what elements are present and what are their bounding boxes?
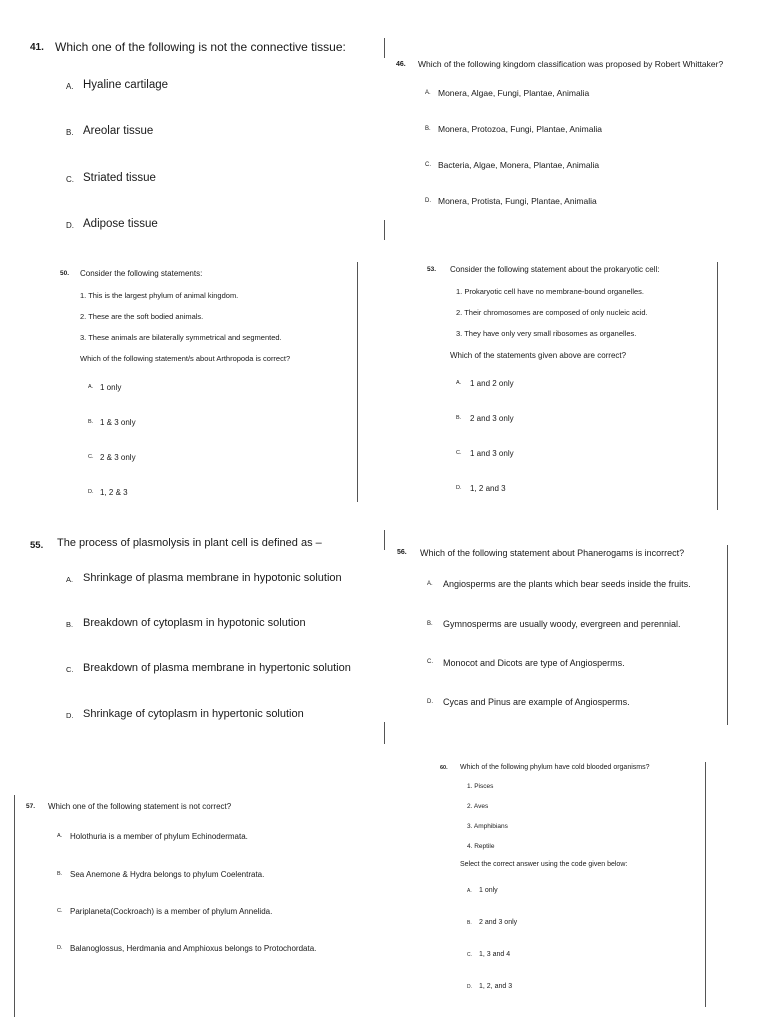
option-text: 1 only — [100, 383, 122, 392]
column-divider — [384, 530, 385, 550]
option-text: Sea Anemone & Hydra belongs to phylum Coelentrata. — [70, 870, 265, 879]
question-prompt: Which of the following statement/s about Arthropoda is correct? — [80, 354, 291, 363]
option-letter: A. — [66, 575, 74, 584]
option-letter: D. — [467, 984, 472, 990]
option-letter: C. — [66, 175, 74, 184]
option-text: Breakdown of plasma membrane in hypertonic solution — [83, 662, 351, 674]
option-letter: C. — [425, 162, 431, 168]
option-text: Areolar tissue — [83, 125, 154, 137]
option-letter: B. — [66, 128, 74, 137]
option-text: Gymnosperms are usually woody, evergreen and perennial. — [443, 619, 681, 629]
option-text: Monocot and Dicots are type of Angiosperms. — [443, 658, 625, 668]
option-text: Monera, Algae, Fungi, Plantae, Animalia — [438, 88, 590, 98]
option-text: Balanoglossus, Herdmania and Amphioxus belongs to Protochordata. — [70, 944, 317, 953]
statement: 3. These animals are bilaterally symmetrical and segmented. — [80, 333, 282, 342]
option-letter: D. — [66, 221, 74, 230]
option-text: Holothuria is a member of phylum Echinodermata. — [70, 832, 248, 841]
question-number: 41. — [30, 42, 44, 53]
question-text: Which of the following statement about Phanerogams is incorrect? — [420, 548, 685, 558]
option-letter: D. — [425, 198, 431, 204]
option-letter: D. — [88, 489, 94, 495]
statement: 1. Pisces — [467, 783, 494, 790]
column-divider — [384, 722, 385, 744]
question-number: 60. — [440, 765, 448, 771]
question-number: 46. — [396, 61, 406, 68]
question-number: 55. — [30, 540, 44, 551]
option-letter: C. — [467, 952, 472, 958]
question-prompt: Which of the statements given above are correct? — [450, 351, 627, 360]
option-letter: D. — [427, 699, 433, 705]
option-letter: B. — [66, 620, 74, 629]
option-text: 1, 3 and 4 — [479, 951, 511, 958]
option-letter: B. — [456, 415, 462, 421]
column-divider — [14, 795, 15, 1017]
question-number: 50. — [60, 270, 70, 277]
statement: 4. Reptile — [467, 843, 495, 850]
statement: 2. Aves — [467, 803, 489, 810]
column-divider — [384, 220, 385, 240]
option-text: 1, 2 and 3 — [470, 484, 506, 493]
option-text: Angiosperms are the plants which bear seeds inside the fruits. — [443, 579, 691, 589]
question-number: 57. — [26, 803, 36, 810]
statement: 1. This is the largest phylum of animal kingdom. — [80, 291, 239, 300]
column-divider — [705, 762, 706, 1007]
option-text: Pariplaneta(Cockroach) is a member of phylum Annelida. — [70, 907, 273, 916]
option-letter: B. — [88, 419, 94, 425]
option-letter: D. — [57, 945, 63, 951]
question-number: 56. — [397, 549, 407, 556]
statement: 3. Amphibians — [467, 823, 508, 830]
option-letter: B. — [467, 920, 472, 926]
option-letter: C. — [57, 908, 63, 914]
statement: 2. These are the soft bodied animals. — [80, 312, 204, 321]
question-text: Which one of the following is not the connective tissue: — [55, 40, 346, 54]
option-letter: C. — [456, 450, 462, 456]
option-text: 1, 2 & 3 — [100, 488, 128, 497]
question-number: 53. — [427, 266, 437, 273]
option-text: Monera, Protista, Fungi, Plantae, Animalia — [438, 196, 597, 206]
option-text: Cycas and Pinus are example of Angiosperms. — [443, 697, 630, 707]
option-text: 2 and 3 only — [470, 414, 514, 423]
column-divider — [357, 262, 358, 502]
option-text: Monera, Protozoa, Fungi, Plantae, Animalia — [438, 124, 602, 134]
option-letter: A. — [57, 833, 63, 839]
question-text: The process of plasmolysis in plant cell is defined as – — [57, 537, 322, 549]
option-letter: A. — [456, 380, 462, 386]
option-text: 1 and 3 only — [470, 449, 514, 458]
option-text: Breakdown of cytoplasm in hypotonic solution — [83, 617, 306, 629]
option-letter: A. — [427, 581, 433, 587]
question-text: Which of the following kingdom classification was proposed by Robert Whittaker? — [418, 59, 724, 69]
column-divider — [727, 545, 728, 725]
column-divider — [717, 262, 718, 510]
option-text: 1 and 2 only — [470, 379, 514, 388]
option-letter: B. — [57, 871, 63, 877]
option-text: 1, 2, and 3 — [479, 983, 513, 990]
option-letter: C. — [66, 665, 74, 674]
option-text: 1 & 3 only — [100, 418, 136, 427]
option-text: 2 & 3 only — [100, 453, 136, 462]
option-letter: A. — [66, 82, 74, 91]
option-text: Adipose tissue — [83, 218, 158, 230]
option-letter: C. — [88, 454, 94, 460]
option-text: 1 only — [479, 887, 498, 894]
option-text: Bacteria, Algae, Monera, Plantae, Animalia — [438, 160, 600, 170]
question-text: Consider the following statement about the prokaryotic cell: — [450, 265, 660, 274]
statement: 3. They have only very small ribosomes as organelles. — [456, 329, 637, 338]
option-letter: A. — [425, 90, 431, 96]
option-text: Shrinkage of cytoplasm in hypertonic solution — [83, 708, 304, 720]
option-letter: B. — [425, 126, 431, 132]
question-text: Consider the following statements: — [80, 269, 203, 278]
option-text: 2 and 3 only — [479, 919, 518, 926]
option-text: Striated tissue — [83, 172, 156, 184]
option-letter: D. — [456, 485, 462, 491]
option-letter: B. — [427, 621, 433, 627]
option-text: Hyaline cartilage — [83, 79, 169, 91]
option-letter: C. — [427, 659, 433, 665]
column-divider — [384, 38, 385, 58]
option-letter: A. — [467, 888, 472, 894]
statement: 1. Prokaryotic cell have no membrane-bound organelles. — [456, 287, 645, 296]
question-prompt: Select the correct answer using the code given below: — [460, 861, 628, 868]
question-text: Which of the following phylum have cold blooded organisms? — [460, 764, 650, 771]
option-letter: D. — [66, 711, 74, 720]
question-text: Which one of the following statement is not correct? — [48, 802, 232, 811]
option-letter: A. — [88, 384, 94, 390]
option-text: Shrinkage of plasma membrane in hypotonic solution — [83, 572, 342, 584]
statement: 2. Their chromosomes are composed of only nucleic acid. — [456, 308, 648, 317]
